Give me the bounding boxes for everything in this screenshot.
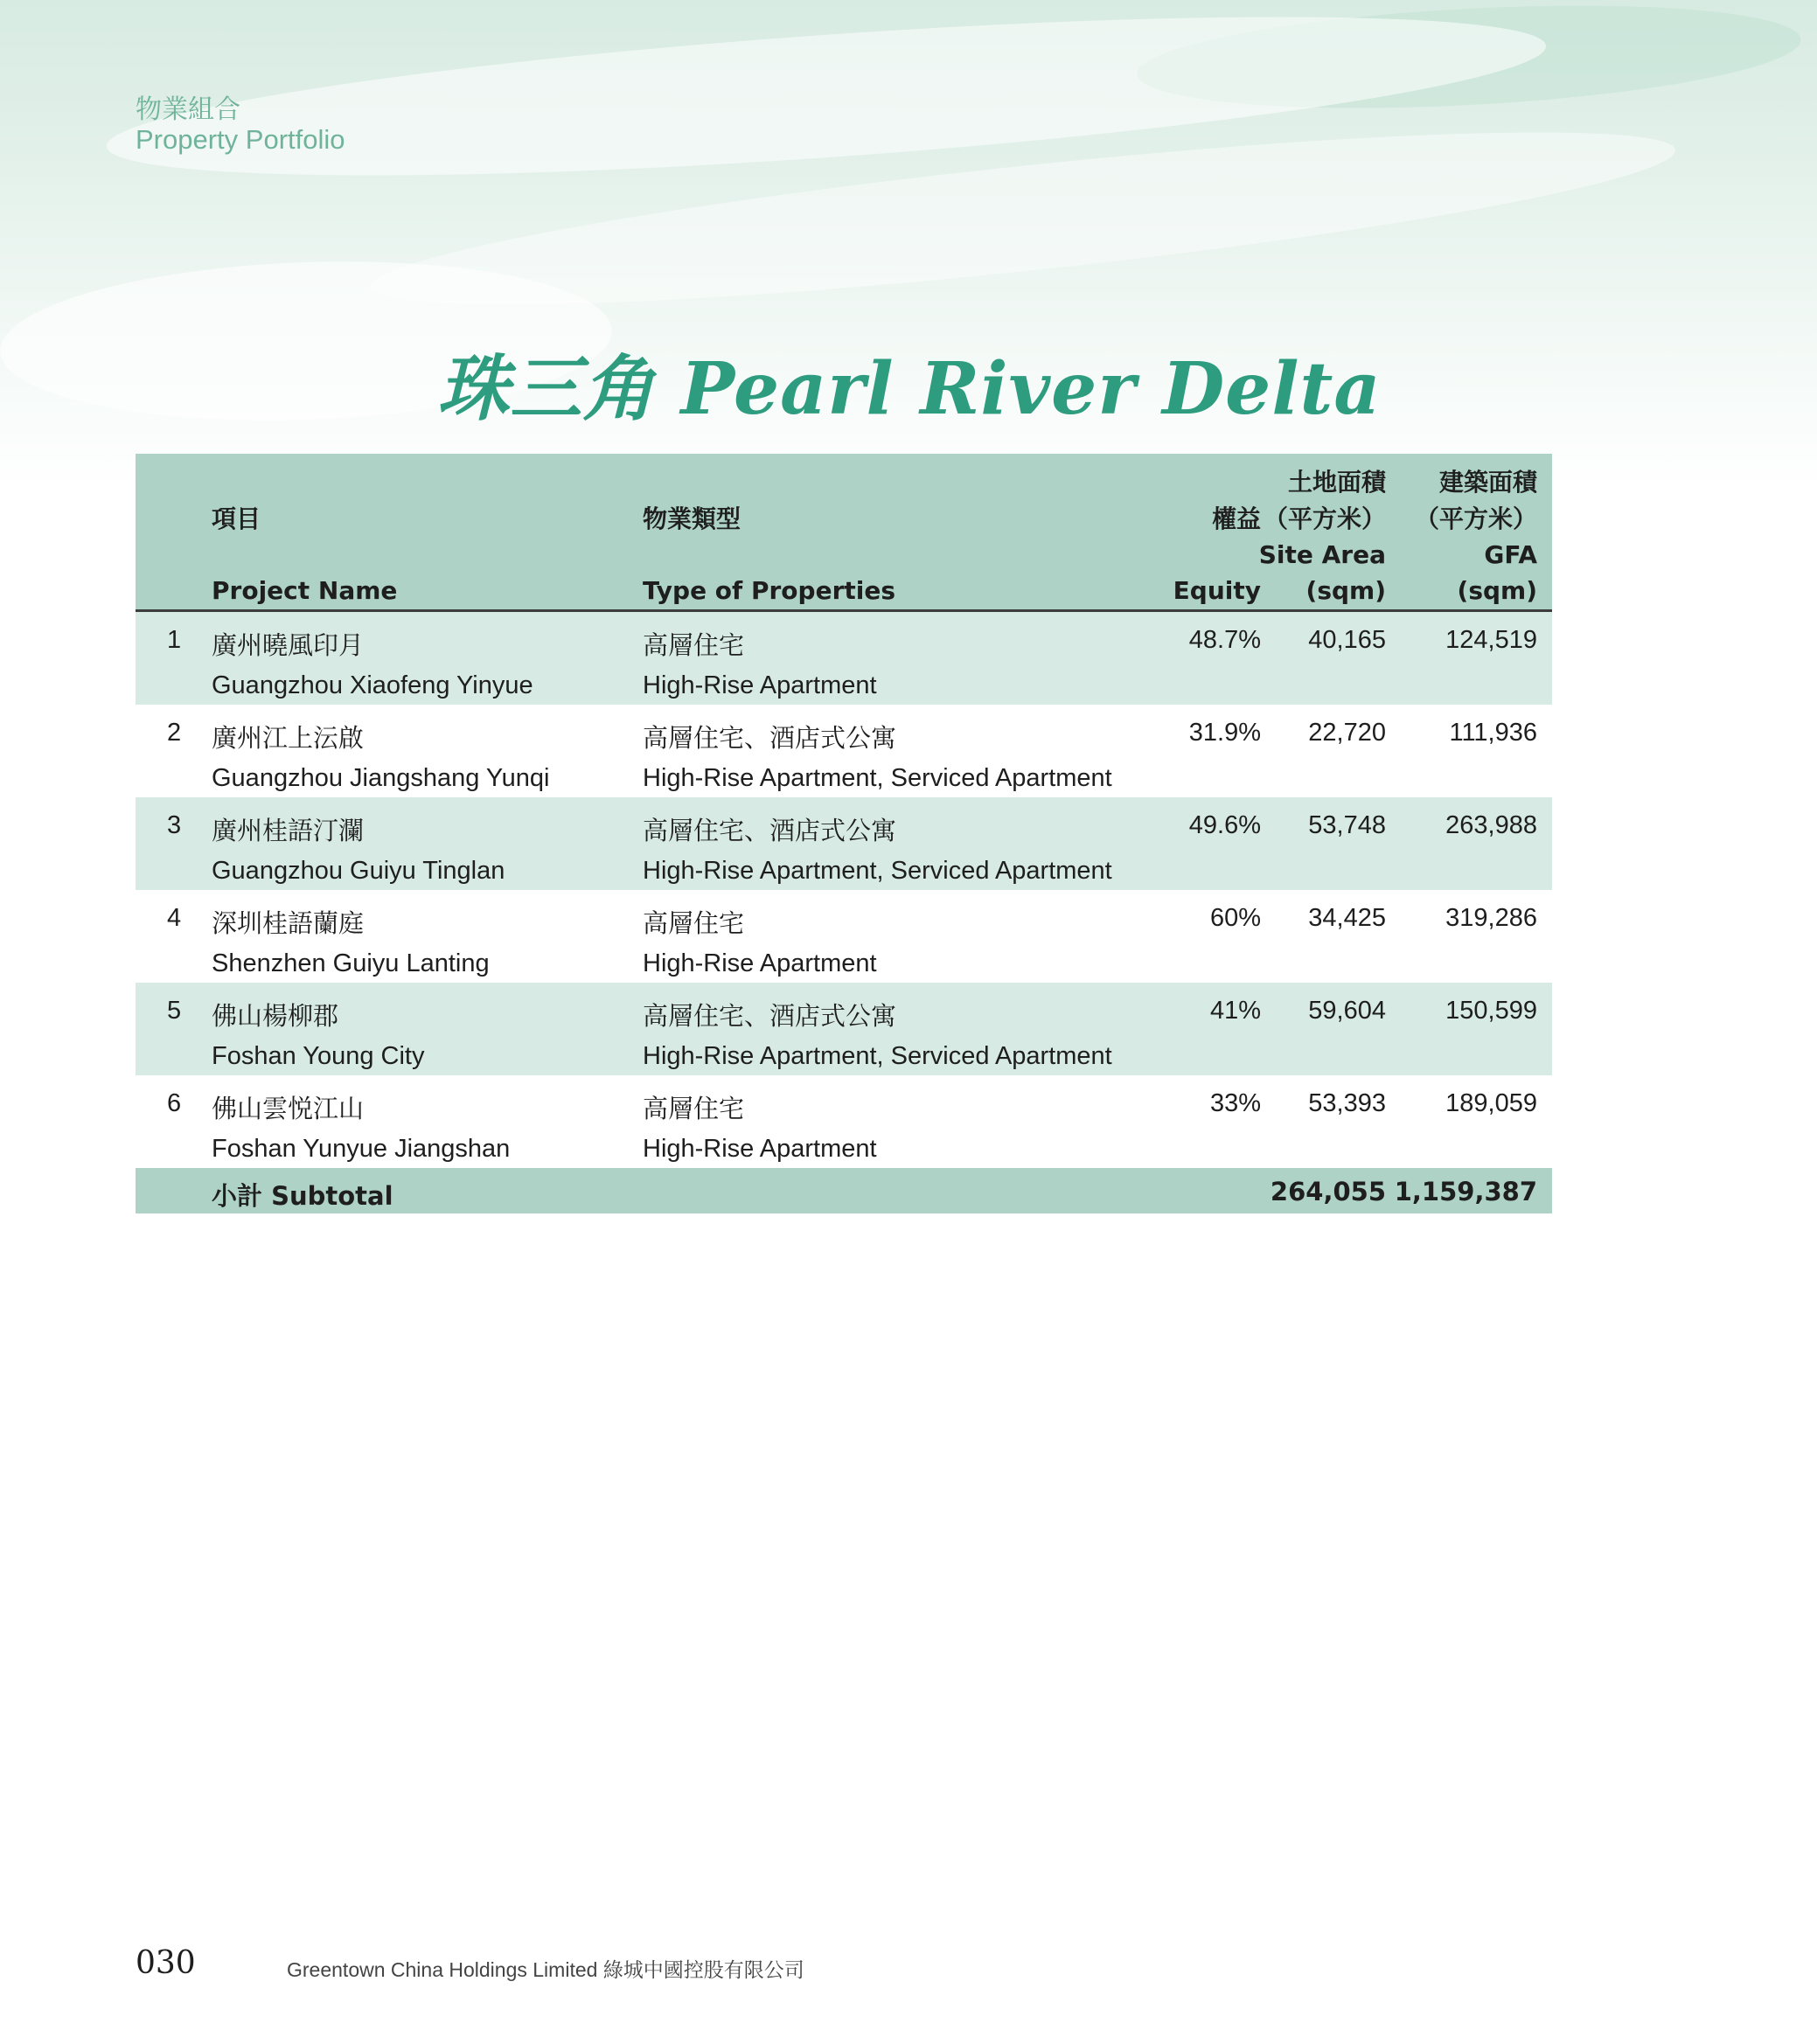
- col-site-en2: (sqm): [1305, 576, 1386, 605]
- col-gfa-zh1: 建築面積: [1438, 468, 1537, 497]
- col-gfa-en1: GFA: [1484, 540, 1537, 569]
- gfa-value: 189,059: [1445, 1089, 1537, 1117]
- row-number: 2: [167, 719, 182, 747]
- table-row: [136, 797, 1552, 890]
- company-name: Greentown China Holdings Limited 綠城中國控股有限公司: [287, 1958, 804, 1981]
- project-name-en: Shenzhen Guiyu Lanting: [212, 949, 490, 977]
- section-title-en: Property Portfolio: [136, 124, 345, 155]
- table-header: [136, 454, 1552, 612]
- row-number: 6: [167, 1089, 182, 1117]
- subtotal-site-area: 264,055: [1270, 1177, 1386, 1206]
- subtotal-gfa: 1,159,387: [1394, 1177, 1537, 1206]
- property-type-zh: 高層住宅、酒店式公寓: [643, 1003, 897, 1031]
- project-name-en: Foshan Yunyue Jiangshan: [212, 1135, 511, 1163]
- project-name-zh: 深圳桂語蘭庭: [212, 910, 365, 938]
- property-type-zh: 高層住宅、酒店式公寓: [643, 817, 897, 845]
- site-area-value: 59,604: [1308, 997, 1386, 1025]
- gfa-value: 150,599: [1445, 997, 1537, 1025]
- property-type-en: High-Rise Apartment: [643, 671, 877, 699]
- row-number: 3: [167, 811, 182, 839]
- property-type-en: High-Rise Apartment, Serviced Apartment: [643, 857, 1112, 885]
- equity-value: 31.9%: [1188, 719, 1261, 747]
- col-project-zh: 項目: [212, 504, 261, 533]
- col-site-zh2: （平方米）: [1263, 504, 1386, 533]
- subtotal-label: 小計 Subtotal: [212, 1181, 393, 1211]
- property-type-zh: 高層住宅: [643, 910, 745, 938]
- equity-value: 60%: [1209, 904, 1261, 932]
- project-name-zh: 廣州曉風印月: [212, 632, 365, 660]
- col-project-en: Project Name: [212, 576, 398, 605]
- equity-value: 49.6%: [1188, 811, 1261, 839]
- table-row: [136, 983, 1552, 1075]
- table-row: [136, 705, 1552, 797]
- site-area-value: 53,393: [1308, 1089, 1386, 1117]
- gfa-value: 263,988: [1445, 811, 1537, 839]
- project-name-zh: 佛山雲悦江山: [212, 1095, 365, 1123]
- row-number: 4: [167, 904, 182, 932]
- property-type-en: High-Rise Apartment, Serviced Apartment: [643, 764, 1112, 792]
- property-type-zh: 高層住宅、酒店式公寓: [643, 725, 897, 753]
- col-equity-zh: 權益: [1211, 504, 1261, 533]
- project-name-zh: 佛山楊柳郡: [212, 1003, 339, 1031]
- gfa-value: 111,936: [1449, 719, 1537, 747]
- col-site-zh1: 土地面積: [1287, 468, 1386, 497]
- property-table: [136, 454, 1552, 1213]
- property-type-en: High-Rise Apartment: [643, 1135, 877, 1163]
- site-area-value: 40,165: [1308, 626, 1386, 654]
- subtotal-row: [136, 1168, 1552, 1213]
- property-type-zh: 高層住宅: [643, 632, 745, 660]
- property-type-zh: 高層住宅: [643, 1095, 745, 1123]
- site-area-value: 22,720: [1308, 719, 1386, 747]
- col-type-en: Type of Properties: [643, 576, 896, 605]
- row-number: 1: [167, 626, 182, 654]
- row-number: 5: [167, 997, 182, 1025]
- col-site-en1: Site Area: [1258, 540, 1386, 569]
- equity-value: 48.7%: [1188, 626, 1261, 654]
- table-row: [136, 612, 1552, 705]
- project-name-zh: 廣州桂語汀瀾: [212, 817, 365, 845]
- col-type-zh: 物業類型: [643, 504, 741, 533]
- project-name-en: Guangzhou Xiaofeng Yinyue: [212, 671, 533, 699]
- equity-value: 41%: [1209, 997, 1261, 1025]
- table-row: [136, 1075, 1552, 1168]
- project-name-en: Guangzhou Jiangshang Yunqi: [212, 764, 550, 792]
- property-type-en: High-Rise Apartment: [643, 949, 877, 977]
- project-name-en: Foshan Young City: [212, 1042, 425, 1070]
- equity-value: 33%: [1209, 1089, 1261, 1117]
- page-number: 030: [136, 1945, 196, 1981]
- site-area-value: 34,425: [1308, 904, 1386, 932]
- gfa-value: 319,286: [1445, 904, 1537, 932]
- table-row: [136, 890, 1552, 983]
- col-gfa-en2: (sqm): [1457, 576, 1537, 605]
- col-equity-en: Equity: [1173, 576, 1261, 605]
- project-name-zh: 廣州江上沄啟: [212, 725, 365, 753]
- project-name-en: Guangzhou Guiyu Tinglan: [212, 857, 505, 885]
- col-gfa-zh2: （平方米）: [1414, 504, 1537, 533]
- property-type-en: High-Rise Apartment, Serviced Apartment: [643, 1042, 1112, 1070]
- site-area-value: 53,748: [1308, 811, 1386, 839]
- gfa-value: 124,519: [1445, 626, 1537, 654]
- section-title-zh: 物業組合: [136, 94, 240, 125]
- region-title: 珠三角 Pearl River Delta: [437, 347, 1382, 431]
